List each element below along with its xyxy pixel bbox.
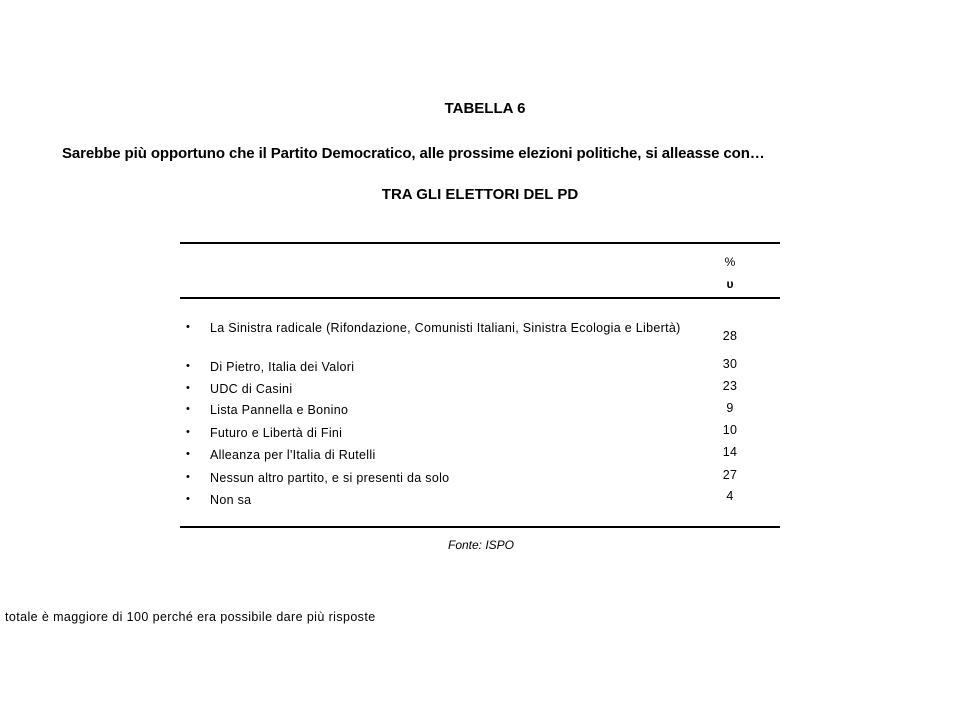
bullet-icon: • (186, 321, 191, 333)
row-label: Lista Pannella e Bonino (210, 403, 349, 417)
row-value: 10 (722, 423, 738, 437)
row-label: Di Pietro, Italia dei Valori (210, 360, 355, 374)
source-note: Fonte: ISPO (447, 538, 515, 552)
footnote: totale è maggiore di 100 perché era possibile dare più risposte (5, 610, 376, 624)
column-header-symbol: υ (726, 277, 734, 291)
question-text: Sarebbe più opportuno che il Partito Democratico, alle prossime elezioni politiche, si alleasse con… (62, 145, 765, 162)
row-value: 14 (722, 445, 738, 459)
row-label: La Sinistra radicale (Rifondazione, Comunisti Italiani, Sinistra Ecologia e Libertà) (210, 321, 681, 335)
bullet-icon: • (186, 426, 191, 438)
row-value: 30 (722, 357, 738, 371)
row-label: Nessun altro partito, e si presenti da solo (210, 471, 450, 485)
table-label: TABELLA 6 (444, 100, 526, 117)
bullet-icon: • (186, 360, 191, 372)
row-value: 27 (722, 468, 738, 482)
row-label: Futuro e Libertà di Fini (210, 426, 343, 440)
table-header-rule (180, 297, 780, 299)
row-label: Non sa (210, 493, 252, 507)
row-value: 23 (722, 379, 738, 393)
bullet-icon: • (186, 403, 191, 415)
table-top-rule (180, 242, 780, 244)
bullet-icon: • (186, 471, 191, 483)
row-value: 9 (726, 401, 734, 415)
subgroup-label: TRA GLI ELETTORI DEL PD (381, 186, 579, 203)
row-label: Alleanza per l'Italia di Rutelli (210, 448, 376, 462)
bullet-icon: • (186, 382, 191, 394)
table-bottom-rule (180, 526, 780, 528)
row-value: 28 (722, 329, 738, 343)
bullet-icon: • (186, 493, 191, 505)
row-value: 4 (726, 489, 734, 503)
column-header-percent: % (724, 255, 736, 269)
row-label: UDC di Casini (210, 382, 293, 396)
bullet-icon: • (186, 448, 191, 460)
